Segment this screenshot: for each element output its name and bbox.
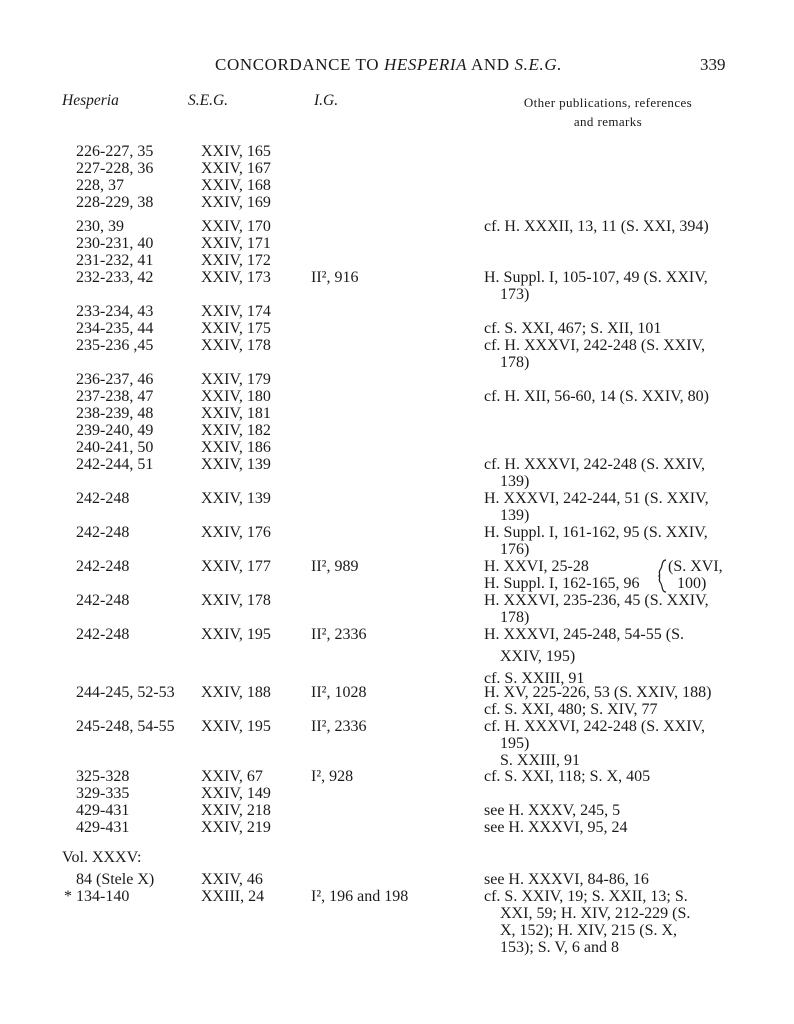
- page-number: 339: [700, 55, 726, 74]
- column-header-other-line1: Other publications, references: [523, 95, 693, 110]
- hesperia-ref: 325-328: [76, 768, 130, 785]
- seg-ref: XXIV, 149: [201, 785, 271, 802]
- seg-ref: XXIV, 195: [201, 626, 271, 643]
- seg-ref: XXIV, 139: [201, 456, 271, 473]
- seg-ref: XXIV, 46: [201, 871, 263, 888]
- other-ref-line: XXI, 59; H. XIV, 212-229 (S.: [500, 905, 691, 922]
- other-ref-line: S. XXIII, 91: [500, 752, 580, 769]
- other-ref-line: cf. S. XXIII, 91: [484, 670, 585, 687]
- hesperia-ref: 242-248: [76, 524, 130, 541]
- seg-ref: XXIV, 172: [201, 252, 271, 269]
- other-ref-line: 139): [500, 507, 530, 524]
- ig-ref: II², 989: [311, 558, 359, 575]
- other-ref-line: H. XXXVI, 242-244, 51 (S. XXIV,: [484, 490, 709, 507]
- hesperia-ref: 231-232, 41: [76, 252, 154, 269]
- hesperia-ref: 234-235, 44: [76, 320, 154, 337]
- other-ref-line: 173): [500, 286, 530, 303]
- hesperia-ref: 235-236 ,45: [76, 337, 154, 354]
- hesperia-ref: 242-248: [76, 490, 130, 507]
- hesperia-ref: 232-233, 42: [76, 269, 154, 286]
- other-ref-line: cf. H. XXXVI, 242-248 (S. XXIV,: [484, 337, 706, 354]
- seg-ref: XXIV, 178: [201, 592, 271, 609]
- other-ref-line: cf. H. XXXVI, 242-248 (S. XXIV,: [484, 718, 706, 735]
- ig-ref: I², 196 and 198: [311, 888, 409, 905]
- hesperia-ref: 228, 37: [76, 177, 124, 194]
- other-ref-line: see H. XXXVI, 95, 24: [484, 819, 628, 836]
- hesperia-ref: 237-238, 47: [76, 388, 154, 405]
- hesperia-ref: 134-140: [76, 888, 130, 905]
- other-ref-line: 195): [500, 735, 530, 752]
- volume-heading: Vol. XXXV:: [62, 849, 142, 866]
- hesperia-ref: 230, 39: [76, 218, 124, 235]
- star-mark: *: [64, 888, 72, 905]
- hesperia-ref: 227-228, 36: [76, 160, 154, 177]
- hesperia-ref: 242-248: [76, 592, 130, 609]
- hesperia-ref: 245-248, 54-55: [76, 718, 175, 735]
- other-ref-line: see H. XXXVI, 84-86, 16: [484, 871, 649, 888]
- other-ref-line: cf. H. XXXVI, 242-248 (S. XXIV,: [484, 456, 706, 473]
- ig-ref: I², 928: [311, 768, 354, 785]
- other-ref-line: H. Suppl. I, 161-162, 95 (S. XXIV,: [484, 524, 708, 541]
- seg-ref: XXIV, 178: [201, 337, 271, 354]
- brace-note-line1: (S. XVI,: [668, 558, 723, 575]
- hesperia-ref: 329-335: [76, 785, 130, 802]
- seg-ref: XXIV, 174: [201, 303, 271, 320]
- seg-ref: XXIV, 173: [201, 269, 271, 286]
- hesperia-ref: 238-239, 48: [76, 405, 154, 422]
- running-title: CONCORDANCE TO HESPERIA AND S.E.G.: [215, 55, 563, 74]
- seg-ref: XXIV, 169: [201, 194, 271, 211]
- other-ref-line: H. XV, 225-226, 53 (S. XXIV, 188): [484, 684, 712, 701]
- other-ref-line: 139): [500, 473, 530, 490]
- seg-ref: XXIV, 165: [201, 143, 271, 160]
- seg-ref: XXIV, 177: [201, 558, 271, 575]
- other-ref-line: see H. XXXV, 245, 5: [484, 802, 621, 819]
- column-header-hesperia: Hesperia: [62, 92, 119, 109]
- hesperia-ref: 236-237, 46: [76, 371, 154, 388]
- other-ref-line: cf. H. XXXII, 13, 11 (S. XXI, 394): [484, 218, 709, 235]
- ig-ref: II², 1028: [311, 684, 367, 701]
- seg-ref: XXIV, 168: [201, 177, 271, 194]
- seg-ref: XXIV, 176: [201, 524, 271, 541]
- seg-ref: XXIV, 167: [201, 160, 271, 177]
- seg-ref: XXIV, 67: [201, 768, 263, 785]
- hesperia-ref: 429-431: [76, 802, 130, 819]
- other-ref-line: cf. S. XXIV, 19; S. XXII, 13; S.: [484, 888, 688, 905]
- ig-ref: II², 916: [311, 269, 359, 286]
- other-ref-line: H. Suppl. I, 105-107, 49 (S. XXIV,: [484, 269, 708, 286]
- hesperia-ref: 429-431: [76, 819, 130, 836]
- seg-ref: XXIV, 188: [201, 684, 271, 701]
- other-ref-line: X, 152); H. XIV, 215 (S. X,: [500, 922, 678, 939]
- other-ref-line: cf. H. XII, 56-60, 14 (S. XXIV, 80): [484, 388, 710, 405]
- other-ref-line: cf. S. XXI, 118; S. X, 405: [484, 768, 651, 785]
- seg-ref: XXIV, 170: [201, 218, 271, 235]
- seg-ref: XXIV, 219: [201, 819, 271, 836]
- hesperia-ref: 242-248: [76, 626, 130, 643]
- hesperia-ref: 233-234, 43: [76, 303, 154, 320]
- column-header-seg: S.E.G.: [188, 92, 229, 109]
- brace-note-line2: 100): [677, 575, 707, 592]
- other-ref-line: 153); S. V, 6 and 8: [500, 939, 619, 956]
- hesperia-ref: 239-240, 49: [76, 422, 154, 439]
- other-ref-line: H. XXXVI, 245-248, 54-55 (S.: [484, 626, 684, 643]
- hesperia-ref: 244-245, 52-53: [76, 684, 175, 701]
- seg-ref: XXIV, 218: [201, 802, 271, 819]
- other-ref-line: 176): [500, 541, 530, 558]
- hesperia-ref: 226-227, 35: [76, 143, 154, 160]
- seg-ref: XXIV, 181: [201, 405, 271, 422]
- hesperia-ref: 240-241, 50: [76, 439, 154, 456]
- other-ref-line: H. Suppl. I, 162-165, 96: [484, 575, 640, 592]
- other-ref-line: 178): [500, 609, 530, 626]
- seg-ref: XXIV, 139: [201, 490, 271, 507]
- hesperia-ref: 84 (Stele X): [76, 871, 155, 888]
- seg-ref: XXIV, 175: [201, 320, 271, 337]
- ig-ref: II², 2336: [311, 626, 367, 643]
- other-ref-line: 178): [500, 354, 530, 371]
- seg-ref: XXIV, 182: [201, 422, 271, 439]
- hesperia-ref: 228-229, 38: [76, 194, 154, 211]
- hesperia-ref: 230-231, 40: [76, 235, 154, 252]
- seg-ref: XXIV, 179: [201, 371, 271, 388]
- seg-ref: XXIV, 186: [201, 439, 271, 456]
- other-ref-line: cf. S. XXI, 467; S. XII, 101: [484, 320, 662, 337]
- column-header-ig: I.G.: [314, 92, 339, 109]
- hesperia-ref: 242-244, 51: [76, 456, 154, 473]
- seg-ref: XXIII, 24: [201, 888, 265, 905]
- ig-ref: II², 2336: [311, 718, 367, 735]
- other-ref-line: H. XXXVI, 235-236, 45 (S. XXIV,: [484, 592, 709, 609]
- other-ref-line: cf. S. XXI, 480; S. XIV, 77: [484, 701, 658, 718]
- seg-ref: XXIV, 195: [201, 718, 271, 735]
- other-ref-line: H. XXVI, 25-28: [484, 558, 589, 575]
- seg-ref: XXIV, 180: [201, 388, 271, 405]
- other-ref-line: XXIV, 195): [500, 648, 576, 665]
- column-header-other-line2: and remarks: [573, 114, 643, 129]
- hesperia-ref: 242-248: [76, 558, 130, 575]
- seg-ref: XXIV, 171: [201, 235, 271, 252]
